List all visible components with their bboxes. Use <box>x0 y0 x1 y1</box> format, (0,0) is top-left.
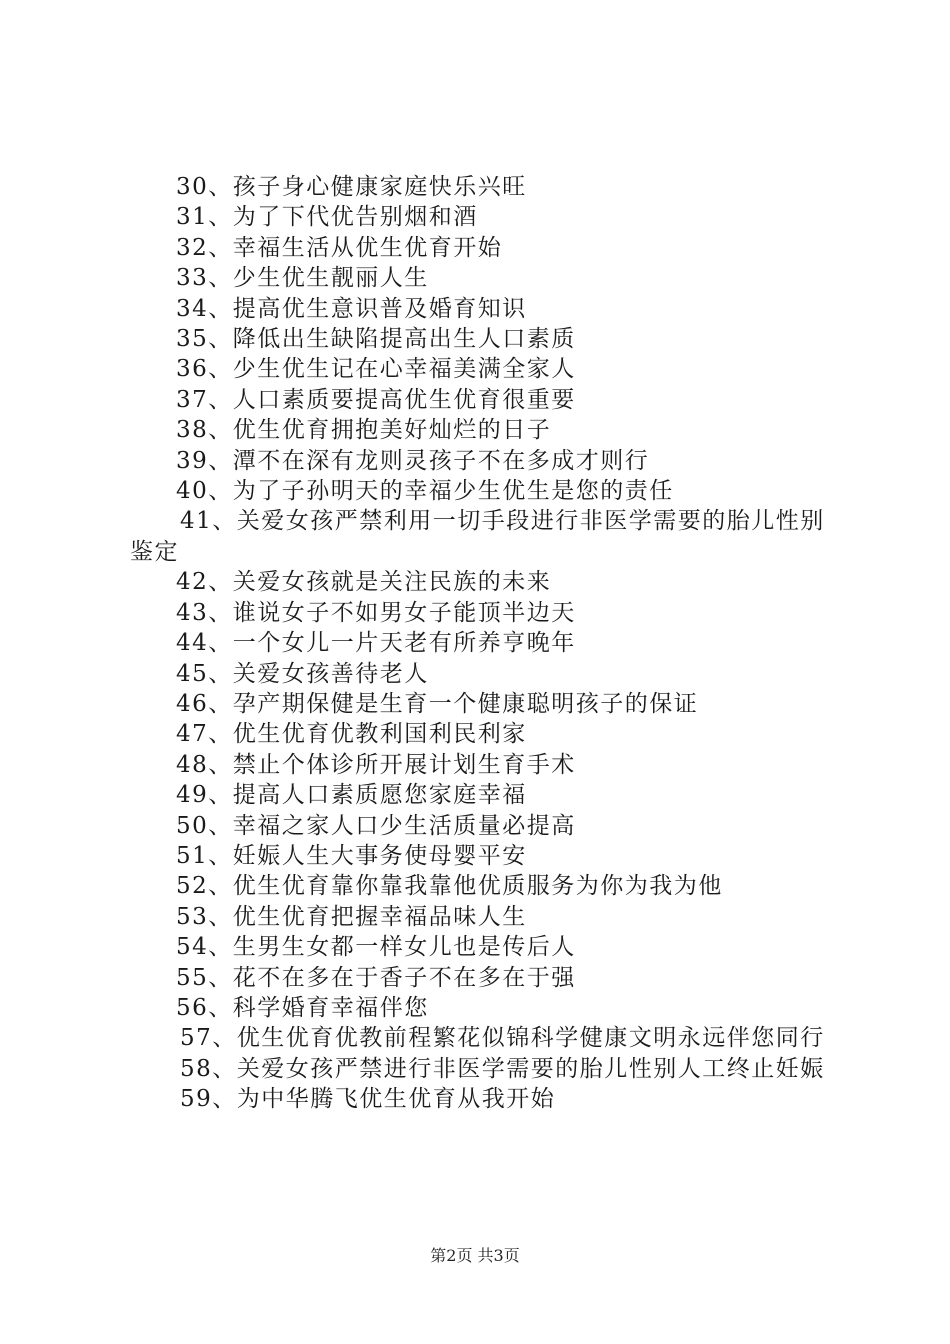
list-item: 54、生男生女都一样女儿也是传后人 <box>176 934 576 961</box>
list-item: 50、幸福之家人口少生活质量必提高 <box>176 812 576 839</box>
list-item: 44、一个女儿一片天老有所养亨晚年 <box>176 630 576 657</box>
list-item: 30、孩子身心健康家庭快乐兴旺 <box>176 174 527 200</box>
list-item: 40、为了子孙明天的幸福少生优生是您的责任 <box>176 478 674 505</box>
list-item: 46、孕产期保健是生育一个健康聪明孩子的保证 <box>176 690 699 717</box>
list-item: 48、禁止个体诊所开展计划生育手术 <box>176 751 576 778</box>
list-item: 56、科学婚育幸福伴您 <box>176 994 429 1021</box>
list-item: 58、关爱女孩严禁进行非医学需要的胎儿性别人工终止妊娠 <box>180 1055 825 1082</box>
list-item: 34、提高优生意识普及婚育知识 <box>176 295 527 322</box>
list-item: 33、少生优生靓丽人生 <box>176 265 429 292</box>
list-item: 38、优生优育拥抱美好灿烂的日子 <box>176 417 552 444</box>
list-item: 39、潭不在深有龙则灵孩子不在多成才则行 <box>176 447 650 474</box>
list-item: 37、人口素质要提高优生优育很重要 <box>176 386 576 413</box>
list-item: 45、关爱女孩善待老人 <box>176 660 429 687</box>
list-item: 31、为了下代优告别烟和酒 <box>176 204 478 231</box>
slogan-list <box>130 172 840 1115</box>
list-item: 59、为中华腾飞优生优育从我开始 <box>180 1086 556 1113</box>
list-item: 49、提高人口素质愿您家庭幸福 <box>176 782 527 809</box>
page-footer: 第2页 共3页 <box>430 1246 520 1265</box>
list-item: 32、幸福生活从优生优育开始 <box>176 234 503 261</box>
list-item: 51、妊娠人生大事务使母婴平安 <box>176 842 527 869</box>
list-item: 55、花不在多在于香子不在多在于强 <box>176 964 576 991</box>
list-item: 42、关爱女孩就是关注民族的未来 <box>176 569 552 596</box>
list-item: 36、少生优生记在心幸福美满全家人 <box>176 356 576 383</box>
list-item: 52、优生优育靠你靠我靠他优质服务为你为我为他 <box>176 873 723 900</box>
list-item: 35、降低出生缺陷提高出生人口素质 <box>176 326 576 353</box>
list-item: 43、谁说女子不如男女子能顶半边天 <box>176 599 576 626</box>
list-item: 57、优生优育优教前程繁花似锦科学健康文明永远伴您同行 <box>180 1025 825 1052</box>
list-item: 53、优生优育把握幸福品味人生 <box>176 903 527 930</box>
list-item: 47、优生优育优教利国利民利家 <box>176 721 527 748</box>
list-item: 41、关爱女孩严禁利用一切手段进行非医学需要的胎儿性别鉴定 <box>130 508 825 565</box>
